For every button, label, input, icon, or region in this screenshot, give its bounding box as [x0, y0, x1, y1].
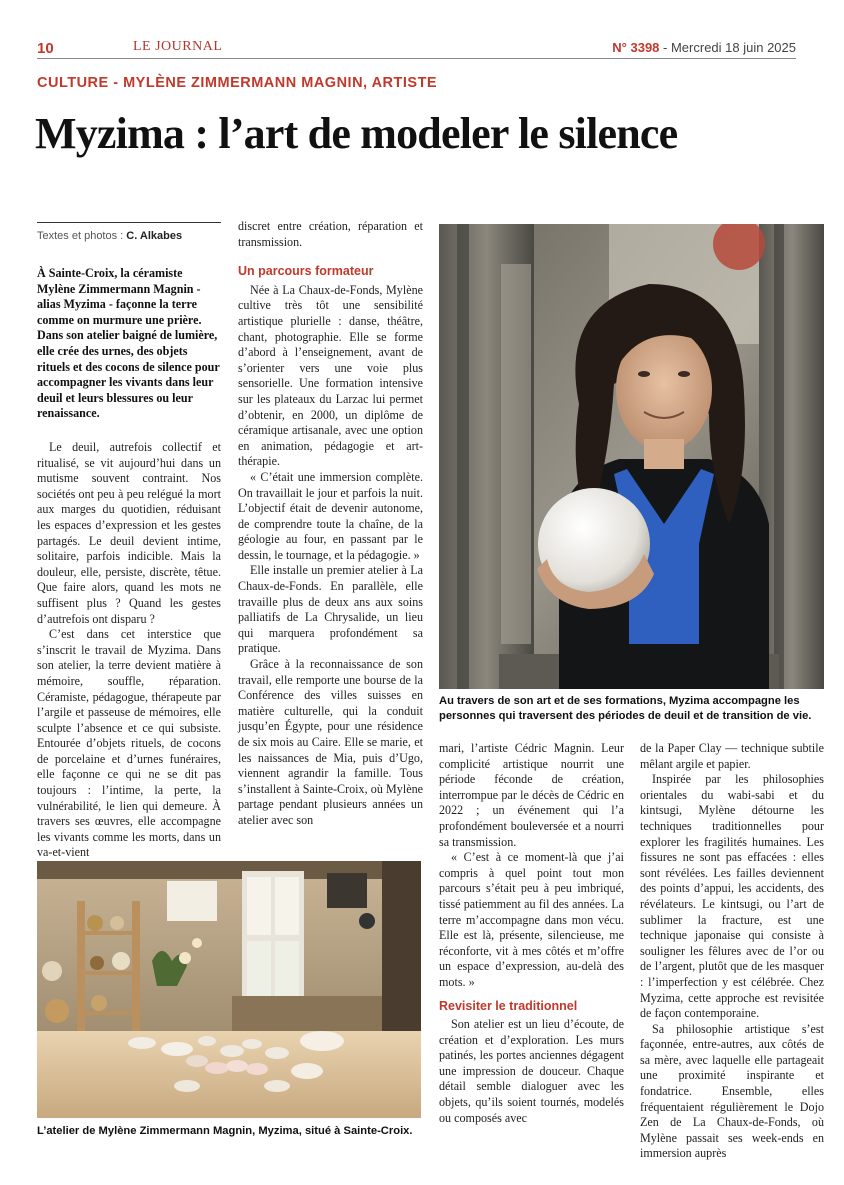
quote-paragraph: « C’était une immersion complète. On travaillait le jour et parfois la nuit. L’objectif était de devenir autonome, de comprendre toute la chaîne, de la géologie au four, en passant par le dessin, le tournage, et la pédagogie. »	[238, 469, 423, 562]
portrait-image	[439, 224, 824, 689]
atelier-image	[37, 861, 421, 1118]
body-paragraph: Grâce à la reconnaissance de son travail, elle remporte une bourse de la Conférence des villes suisses en matière culturelle, qui la conduit jusqu’en Égypte, pour une résidence de six mois au Caire. Elle se marie, et les naissances de Mia, puis d’Ugo, viennent agrandir la famille. Tous s’installent à Sainte-Croix, où Mylène partage pendant plusieurs années un atelier avec son	[238, 657, 423, 827]
photo-credit	[37, 230, 182, 242]
logo-journal: JOURNAL	[155, 39, 223, 54]
body-paragraph: Inspirée par les philosophies orientales du wabi-sabi et du kintsugi, Mylène détourne les techniques traditionnelles pour explorer les fragilités humaines. Les fissures ne sont pas effacées : elles sont révélées. Les failles deviennent des points d’appui, les accidents, des révélateurs. Le kintsugi, ou l’art de sublimer la fracture, est une technique japonaise qui consiste à souligner les fêlures avec de l’or ou de l’argent, plutôt que de les masquer : l’imperfection y est célébrée. Chez Myzima, cette approche est revisitée de façon contemporaine.	[640, 772, 824, 1021]
portrait-caption: Au travers de son art et de ses formations, Myzima accompagne les personnes qui traversent des périodes de deuil et de transition de vie.	[439, 695, 812, 722]
lead-paragraph: À Sainte-Croix, la céramiste Mylène Zimmermann Magnin - alias Myzima - façonne la terre comme on murmure une prière. Dans son atelier baigné de lumière, elle crée des urnes, des objets rituels et des cocons de silence pour accompagner les vivants dans leur deuil et leurs blessures ou leur renaissance.	[37, 266, 220, 421]
body-paragraph: Elle installe un premier atelier à La Chaux-de-Fonds. En parallèle, elle travaille plus de deux ans aux soins palliatifs de La Chrysalide, un lieu qui marquera profondément sa pratique.	[238, 563, 423, 656]
body-paragraph: Le deuil, autrefois collectif et ritualisé, se vit aujourd’hui dans un mutisme souvent contraint. Nos sociétés ont peu à peu relégué la mort aux marges du quotidien, réduisant les espaces d’expression et les gestes partagés. Le deuil devient intime, solitaire, parfois indicible. Mais la douleur, elle, persiste, discrète, têtue. Que faire alors, quand les mots ne suffisent plus ? Quand les gestes d’autrefois ont disparu ?	[37, 440, 221, 626]
quote-paragraph: « C’est à ce moment-là que j’ai compris à quel point tout mon parcours s’était peu à peu imbriqué, tissé patiemment au fil des années. La terre m’accompagne dans mon vécu. Elle est là, présente, silencieuse, me réconforte, vit à mes côtés et m’offre un espace d’expression, au-delà des mots. »	[439, 850, 624, 989]
body-paragraph: de la Paper Clay — technique subtile mêlant argile et papier.	[640, 741, 824, 771]
headline: Myzima : l’art de modeler le silence	[35, 109, 678, 158]
rubric	[37, 75, 437, 91]
column-2	[238, 219, 423, 829]
atelier-photo	[37, 861, 421, 1118]
subhead-parcours: Un parcours formateur	[238, 264, 374, 279]
issue-info	[612, 40, 796, 55]
column-4	[640, 741, 824, 1162]
rubric-subject: MYLÈNE ZIMMERMANN MAGNIN, ARTISTE	[123, 75, 438, 91]
credit-name: C. Alkabes	[126, 230, 183, 242]
body-paragraph: mari, l’artiste Cédric Magnin. Leur complicité artistique nourrit une période féconde de création, interrompue par le décès de Cédric en 2022 ; un événement qui l’a profondément bouleversée et a nourri sa transmission.	[439, 741, 624, 849]
body-paragraph: Née à La Chaux-de-Fonds, Mylène cultive très tôt une sensibilité artistique plurielle : danse, théâtre, chant, photographie. Elle se forme d’abord à l’enseignement, avant de s’orienter vers une voie plus sensorielle. Une formation intensive sur les plateaux du Larzac lui permet d’obtenir, en 2000, un diplôme de céramique artisanale, avec une option en animation, pédagogie et art-thérapie.	[238, 282, 423, 469]
subhead-revisiter: Revisiter le traditionnel	[439, 998, 578, 1013]
credit-label: Textes et photos :	[37, 230, 124, 242]
body-paragraph: C’est dans cet interstice que s’inscrit le travail de Myzima. Dans son atelier, la terre devient matière à mémoire, souffle, réparation. Céramiste, pédagogue, thérapeute par l’argile et passeuse de mémoires, elle sculpte l’absence et ce qui subsiste. Entourée d’objets rituels, de cocons de porcelaine et d’urnes funéraires, elle façonne ce qui ne se dit pas toujours : l’intime, la perte, la vulnérabilité, le lien qui demeure. À travers ses œuvres, elle accompagne les vivants comme les morts, dans un va-et-vient	[37, 627, 221, 860]
header-rule	[37, 58, 796, 59]
issue-number: N° 3398	[612, 40, 660, 55]
page-number: 10	[37, 40, 54, 57]
column-1	[37, 440, 221, 861]
portrait-photo	[439, 224, 824, 689]
body-paragraph: discret entre création, réparation et transmission.	[238, 219, 423, 249]
masthead-logo	[133, 37, 222, 55]
logo-le: LE	[133, 39, 152, 54]
body-paragraph: Sa philosophie artistique s’est façonnée, entre-autres, aux côtés de sa mère, avec laquelle elle partageait une proximité inspirante et fondatrice. Ensemble, elles fréquentaient régulièrement le Dojo Zen de La Chaux-de-Fonds, où Mylène passait ses week-ends en immersion auprès	[640, 1021, 824, 1161]
rubric-section: CULTURE -	[37, 75, 119, 91]
column-3	[439, 741, 624, 1126]
credit-rule	[37, 222, 221, 223]
body-paragraph: Son atelier est un lieu d’écoute, de création et d’exploration. Les murs patinés, les portes anciennes dégagent une impression de douceur. Chaque détail semble dialoguer avec les objets, qu’ils soient tournés, modelés ou composés avec	[439, 1017, 624, 1125]
issue-date: - Mercredi 18 juin 2025	[663, 40, 796, 55]
atelier-caption: L’atelier de Mylène Zimmermann Magnin, Myzima, situé à Sainte-Croix.	[37, 1125, 413, 1137]
